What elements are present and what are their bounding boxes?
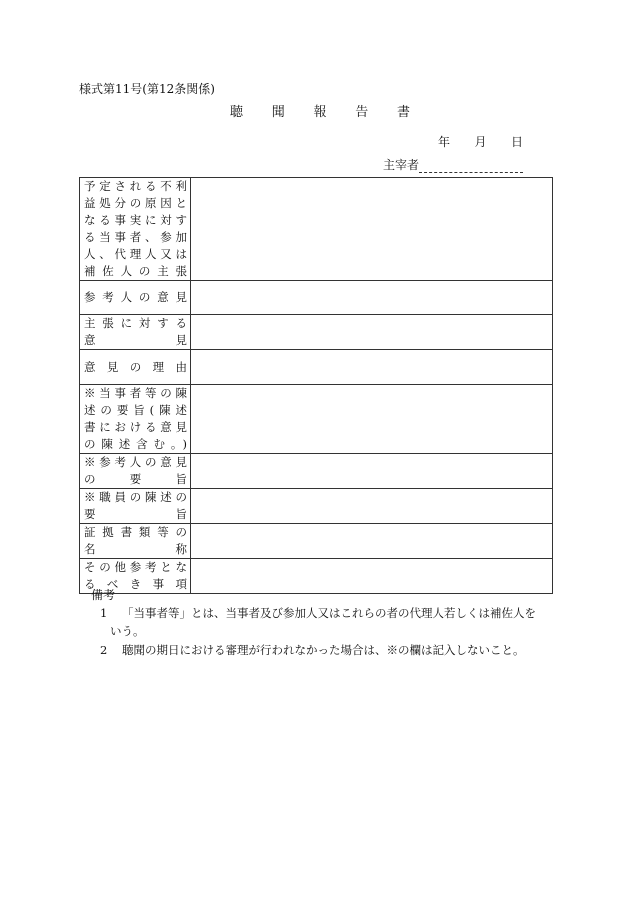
row-value-cell[interactable] — [191, 315, 553, 350]
row-label-line: 要 旨 — [84, 507, 187, 521]
note-number: 1 — [100, 606, 108, 620]
document-title — [230, 101, 410, 120]
note-text: 「当事者等」とは、当事者及び参加人又はこれらの者の代理人若しくは補佐人を — [122, 606, 536, 620]
presider-label: 主宰者 — [383, 158, 420, 172]
row-label-line: 人、代理人又は — [84, 247, 187, 261]
row-value-cell[interactable] — [191, 524, 553, 559]
title-char: 報 — [313, 105, 327, 120]
row-label — [80, 454, 191, 489]
title-char: 告 — [355, 105, 369, 120]
row-label — [80, 524, 191, 559]
date-year: 年 — [438, 135, 451, 149]
report-row — [80, 489, 553, 524]
row-label-line: なる事実に対す — [84, 213, 187, 227]
report-row — [80, 281, 553, 315]
row-value-cell[interactable] — [191, 559, 553, 594]
note-item — [100, 604, 560, 640]
row-label — [80, 178, 191, 281]
note-number: 2 — [100, 643, 108, 657]
report-row — [80, 559, 553, 594]
report-row — [80, 315, 553, 350]
row-label-line: るべき事項 — [84, 577, 187, 591]
date-day: 日 — [510, 135, 523, 149]
row-label — [80, 315, 191, 350]
row-label-line: 益処分の原因と — [84, 196, 187, 210]
row-label-line: 補佐人の主張 — [84, 264, 187, 278]
row-label — [80, 281, 191, 315]
row-label-line: 主張に対する — [84, 316, 187, 330]
row-value-cell[interactable] — [191, 350, 553, 385]
row-label-line: る当事者、参加 — [84, 230, 187, 244]
form-number: 様式第11号(第12条関係) — [79, 82, 215, 96]
presider-signature — [383, 156, 523, 173]
date-line — [438, 133, 523, 150]
row-label-line: ※当事者等の陳 — [84, 386, 187, 400]
row-label-line: その他参考とな — [84, 560, 187, 574]
date-month: 月 — [474, 135, 487, 149]
row-label — [80, 489, 191, 524]
presider-signature-blank[interactable] — [419, 160, 523, 173]
row-label-line: 書における意見 — [84, 420, 187, 434]
report-row — [80, 178, 553, 281]
row-value-cell[interactable] — [191, 178, 553, 281]
row-value-cell[interactable] — [191, 489, 553, 524]
row-label-line: 意見の理由 — [84, 359, 187, 374]
report-table — [79, 177, 553, 594]
row-label-line: ※参考人の意見 — [84, 455, 187, 469]
report-row — [80, 385, 553, 454]
title-char: 聞 — [271, 105, 285, 120]
title-char: 書 — [396, 105, 410, 120]
report-row — [80, 350, 553, 385]
notes-heading: 備考 — [91, 588, 116, 602]
report-row — [80, 524, 553, 559]
report-row — [80, 454, 553, 489]
row-label-line: 述の要旨(陳述 — [84, 403, 187, 417]
note-text: 聴聞の期日における審理が行われなかった場合は、※の欄は記入しないこと。 — [122, 643, 525, 657]
title-char: 聴 — [230, 105, 244, 120]
row-value-cell[interactable] — [191, 385, 553, 454]
row-label-line: 参考人の意見 — [84, 290, 187, 304]
note-text-continued: いう。 — [110, 624, 145, 638]
row-label — [80, 350, 191, 385]
row-label-line: 証拠書類等の — [84, 525, 187, 539]
row-label — [80, 385, 191, 454]
row-label-line: の陳述含む。) — [84, 437, 187, 451]
note-item — [100, 641, 560, 659]
row-value-cell[interactable] — [191, 281, 553, 315]
row-label-line: の 要 旨 — [84, 472, 187, 486]
row-label-line: 名 称 — [84, 542, 187, 556]
row-label-line: 意 見 — [84, 333, 187, 347]
row-label-line: 予定される不利 — [84, 179, 187, 193]
row-label-line: ※職員の陳述の — [84, 490, 187, 504]
row-value-cell[interactable] — [191, 454, 553, 489]
